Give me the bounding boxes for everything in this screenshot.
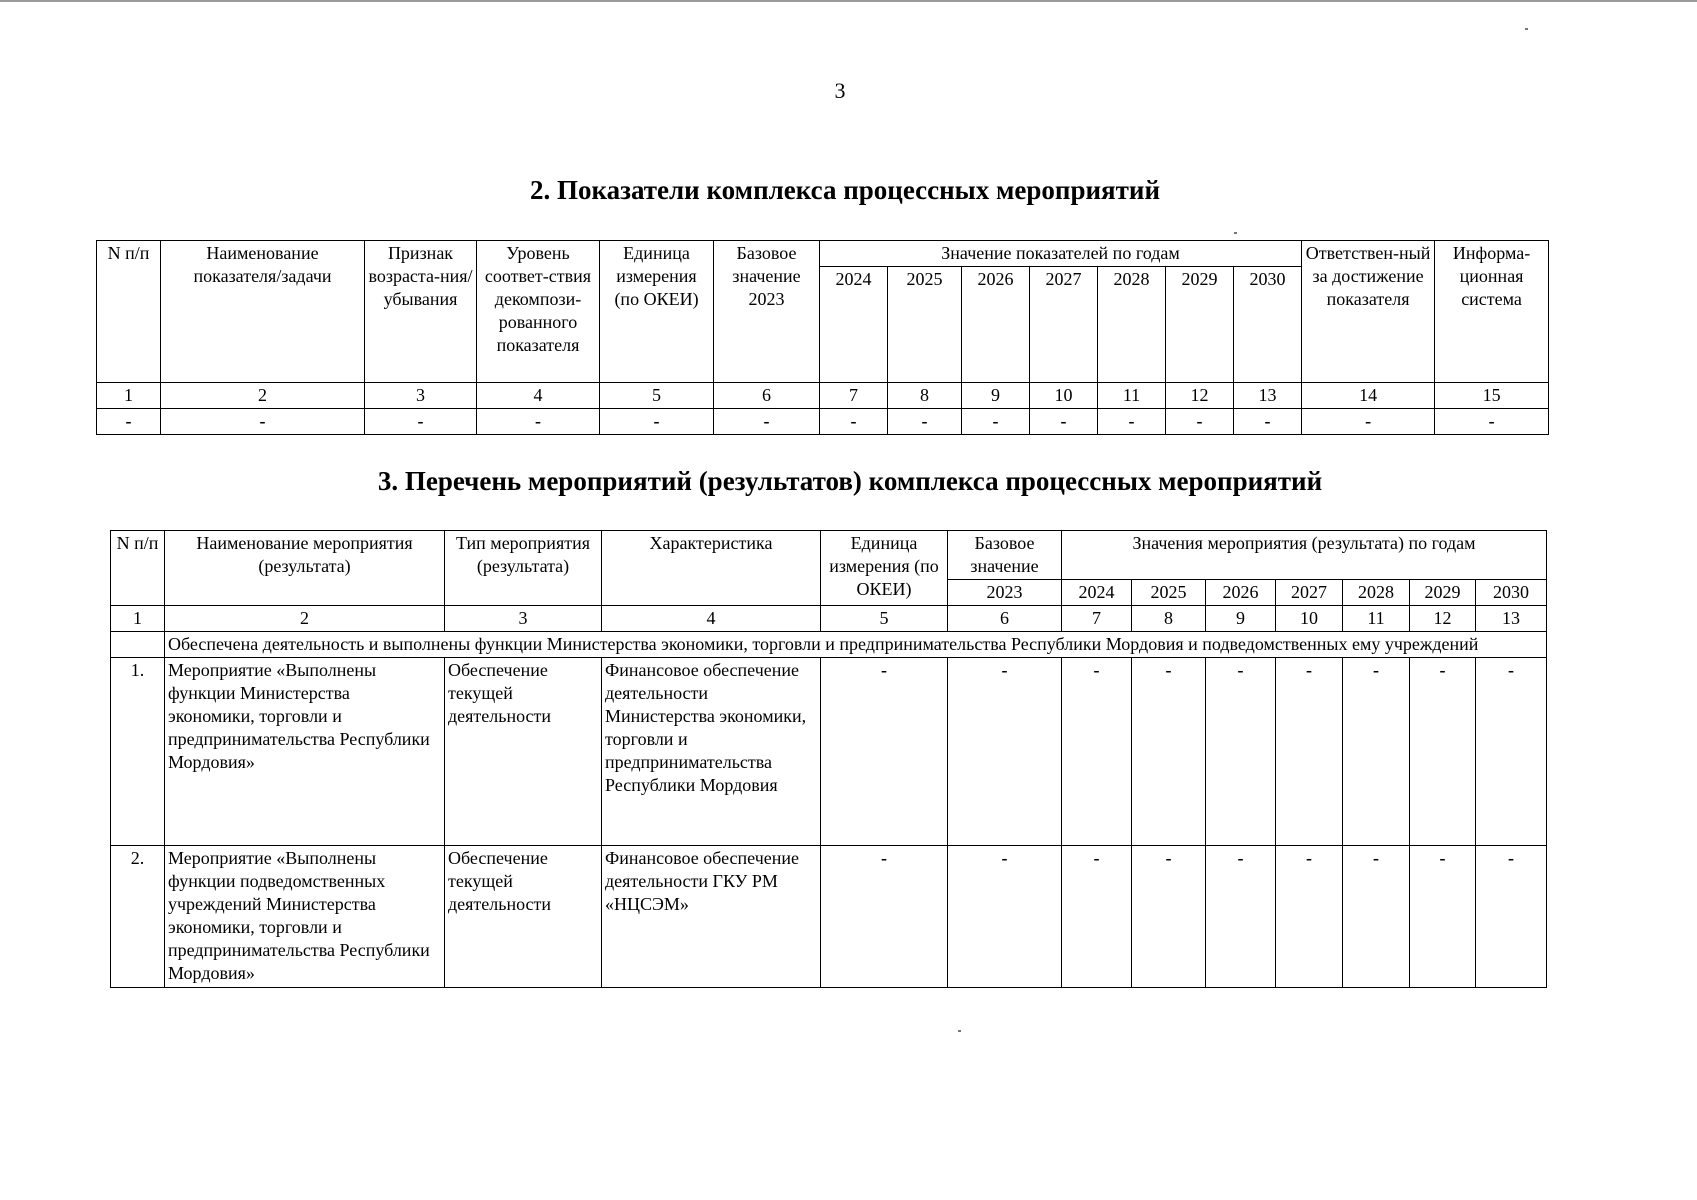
header-base: Базовое значение 2023 <box>714 241 820 383</box>
cell-value: - <box>97 409 161 435</box>
table-row <box>97 409 1549 435</box>
column-number: 13 <box>1234 383 1302 409</box>
row-characteristic: Финансовое обеспечение деятельности ГКУ РМ «НЦСЭМ» <box>602 846 821 988</box>
cell-value: - <box>1410 846 1476 988</box>
cell-value: - <box>962 409 1030 435</box>
cell-value: - <box>1062 658 1132 846</box>
header-year: 2029 <box>1166 267 1234 383</box>
column-number: 2 <box>165 606 445 632</box>
header-base: Базовое значение <box>948 531 1062 580</box>
cell-value: - <box>948 846 1062 988</box>
cell-value: - <box>820 409 888 435</box>
header-year: 2028 <box>1098 267 1166 383</box>
cell-value: - <box>1062 846 1132 988</box>
scan-top-edge <box>0 0 1697 2</box>
column-number: 10 <box>1030 383 1098 409</box>
header-unit: Единица измерения (по ОКЕИ) <box>600 241 714 383</box>
section3-title: 3. Перечень мероприятий (результатов) комплекса процессных мероприятий <box>377 466 1323 496</box>
cell-value: - <box>821 846 948 988</box>
cell-value: - <box>1234 409 1302 435</box>
column-number: 7 <box>820 383 888 409</box>
column-number: 1 <box>111 606 165 632</box>
header-level: Уровень соответ-ствия декомпози-рованного показателя <box>477 241 600 383</box>
row-type: Обеспечение текущей деятельности <box>445 846 602 988</box>
header-year: 2028 <box>1343 580 1410 606</box>
column-number: 4 <box>602 606 821 632</box>
row-num: 1. <box>111 658 165 846</box>
column-number: 3 <box>445 606 602 632</box>
header-sign: Признак возраста-ния/ убывания <box>365 241 477 383</box>
row-type: Обеспечение текущей деятельности <box>445 658 602 846</box>
column-number-row <box>111 606 1547 632</box>
column-number-row <box>97 383 1549 409</box>
cell-value: - <box>161 409 365 435</box>
cell-value: - <box>1476 658 1547 846</box>
scan-speck <box>1525 28 1528 30</box>
cell-value: - <box>1132 658 1206 846</box>
column-number: 9 <box>962 383 1030 409</box>
column-number: 6 <box>948 606 1062 632</box>
cell-value: - <box>1206 846 1276 988</box>
cell-value: - <box>1476 846 1547 988</box>
task-text: Обеспечена деятельность и выполнены функции Министерства экономики, торговли и предпринимательства Республики Мордовия и подведомственных ему учреждений <box>165 632 1547 658</box>
cell-value: - <box>1302 409 1435 435</box>
column-number: 12 <box>1166 383 1234 409</box>
header-year: 2024 <box>1062 580 1132 606</box>
header-row <box>111 531 1547 580</box>
column-number: 8 <box>1132 606 1206 632</box>
header-year: 2027 <box>1276 580 1343 606</box>
scan-speck <box>958 1030 961 1032</box>
header-year: 2025 <box>888 267 962 383</box>
section2-title: 2. Показатели комплекса процессных мероприятий <box>529 175 1161 205</box>
row-num: 2. <box>111 846 165 988</box>
header-year: 2026 <box>962 267 1030 383</box>
column-number: 14 <box>1302 383 1435 409</box>
cell-value: - <box>888 409 962 435</box>
cell-value: - <box>1343 846 1410 988</box>
header-values-by-year: Значения мероприятия (результата) по годам <box>1062 531 1547 580</box>
column-number: 5 <box>821 606 948 632</box>
header-year: 2029 <box>1410 580 1476 606</box>
column-number: 15 <box>1435 383 1549 409</box>
column-number: 11 <box>1098 383 1166 409</box>
header-name: Наименование показателя/задачи <box>161 241 365 383</box>
header-num: N п/п <box>111 531 165 606</box>
column-number: 5 <box>600 383 714 409</box>
header-year: 2030 <box>1476 580 1547 606</box>
header-year: 2024 <box>820 267 888 383</box>
task-num-cell <box>111 632 165 658</box>
activities-table <box>110 530 1547 988</box>
cell-value: - <box>365 409 477 435</box>
header-num: N п/п <box>97 241 161 383</box>
cell-value: - <box>1276 658 1343 846</box>
column-number: 6 <box>714 383 820 409</box>
column-number: 8 <box>888 383 962 409</box>
cell-value: - <box>821 658 948 846</box>
column-number: 4 <box>477 383 600 409</box>
header-year: 2030 <box>1234 267 1302 383</box>
column-number: 2 <box>161 383 365 409</box>
scan-speck <box>1234 232 1237 234</box>
cell-value: - <box>1435 409 1549 435</box>
column-number: 7 <box>1062 606 1132 632</box>
row-name: Мероприятие «Выполнены функции Министерства экономики, торговли и предпринимательства Республики Мордовия» <box>165 658 445 846</box>
header-year: 2025 <box>1132 580 1206 606</box>
cell-value: - <box>1098 409 1166 435</box>
column-number: 3 <box>365 383 477 409</box>
cell-value: - <box>1343 658 1410 846</box>
header-year: 2026 <box>1206 580 1276 606</box>
cell-value: - <box>948 658 1062 846</box>
page-number: 3 <box>834 78 846 103</box>
task-row <box>111 632 1547 658</box>
column-number: 13 <box>1476 606 1547 632</box>
cell-value: - <box>1030 409 1098 435</box>
cell-value: - <box>477 409 600 435</box>
column-number: 11 <box>1343 606 1410 632</box>
cell-value: - <box>1132 846 1206 988</box>
cell-value: - <box>600 409 714 435</box>
cell-value: - <box>1410 658 1476 846</box>
table-row <box>111 846 1547 988</box>
header-unit: Единица измерения (по ОКЕИ) <box>821 531 948 606</box>
header-type: Тип мероприятия (результата) <box>445 531 602 606</box>
cell-value: - <box>1166 409 1234 435</box>
table-row <box>111 658 1547 846</box>
indicators-table <box>96 240 1549 435</box>
column-number: 10 <box>1276 606 1343 632</box>
header-responsible: Ответствен-ный за достижение показателя <box>1302 241 1435 383</box>
row-characteristic: Финансовое обеспечение деятельности Министерства экономики, торговли и предпринимательства Республики Мордовия <box>602 658 821 846</box>
header-row <box>97 241 1549 267</box>
header-values-by-year: Значение показателей по годам <box>820 241 1302 267</box>
header-info-system: Информа-ционная система <box>1435 241 1549 383</box>
column-number: 12 <box>1410 606 1476 632</box>
cell-value: - <box>1276 846 1343 988</box>
column-number: 9 <box>1206 606 1276 632</box>
header-base-year: 2023 <box>948 580 1062 606</box>
header-characteristic: Характеристика <box>602 531 821 606</box>
header-name: Наименование мероприятия (результата) <box>165 531 445 606</box>
cell-value: - <box>714 409 820 435</box>
column-number: 1 <box>97 383 161 409</box>
row-name: Мероприятие «Выполнены функции подведомственных учреждений Министерства экономики, торговли и предпринимательства Республики Мордовия» <box>165 846 445 988</box>
cell-value: - <box>1206 658 1276 846</box>
header-year: 2027 <box>1030 267 1098 383</box>
